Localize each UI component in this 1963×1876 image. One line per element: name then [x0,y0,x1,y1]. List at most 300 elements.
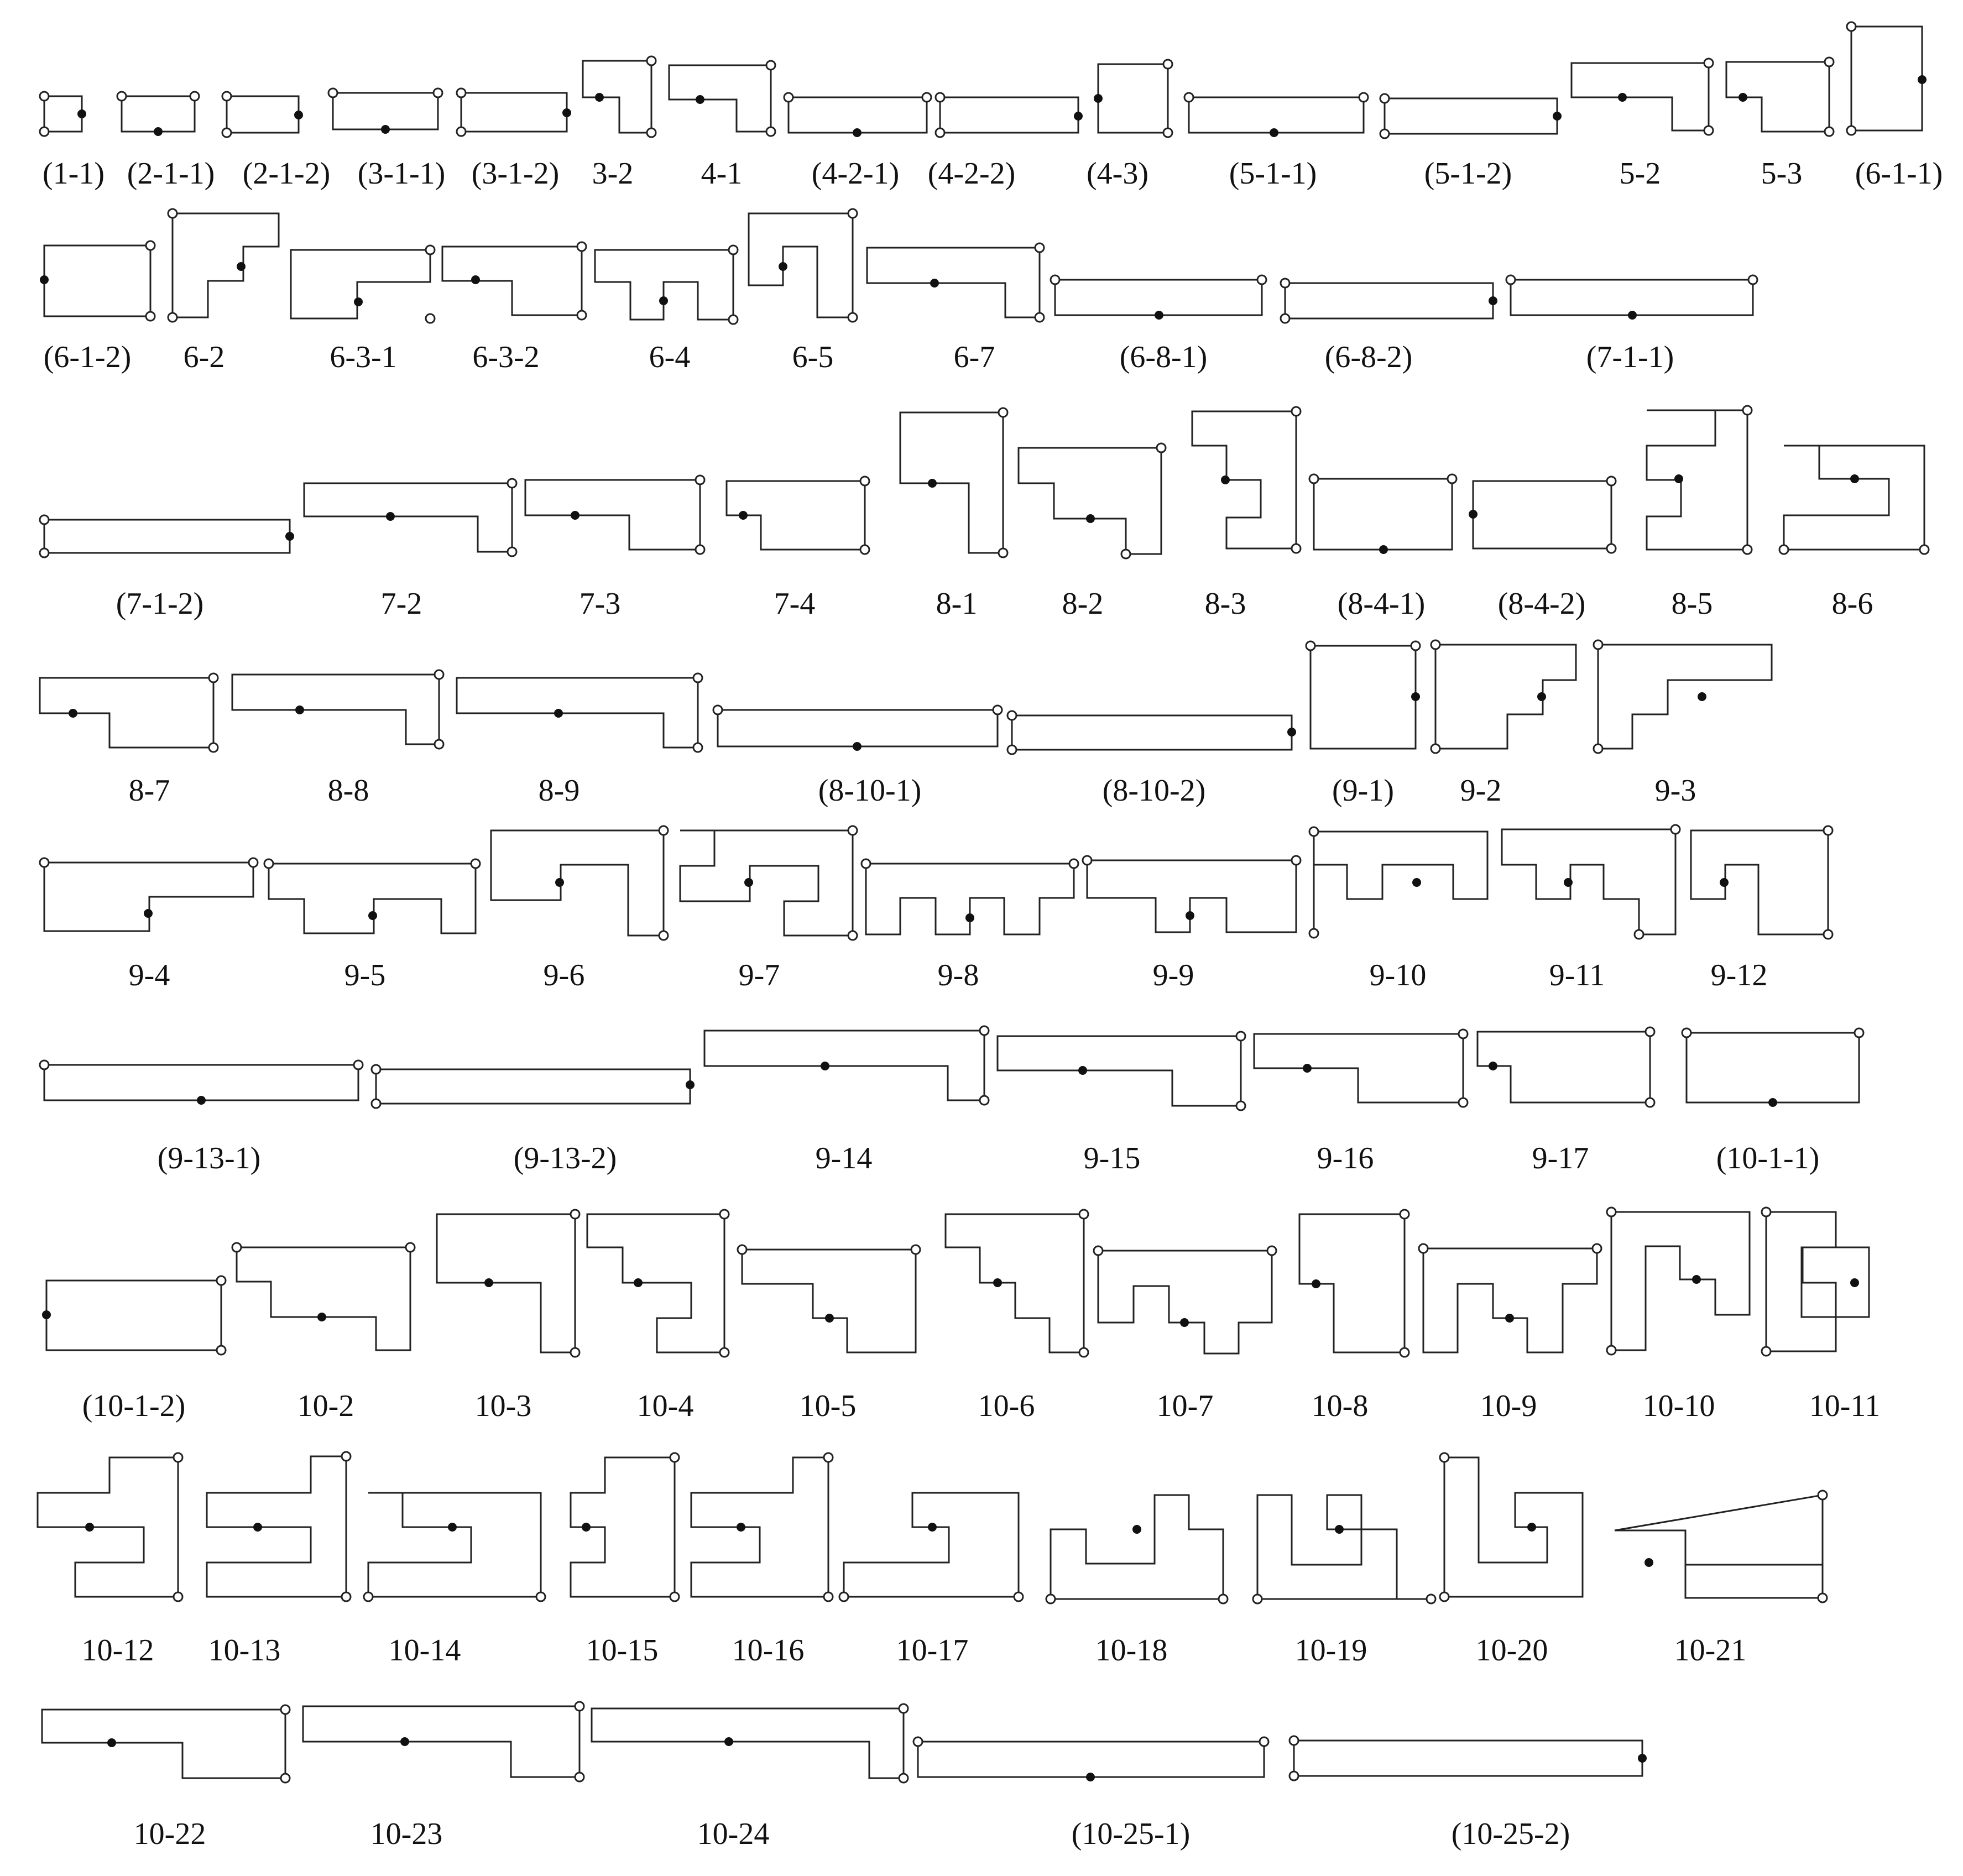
terminal-node [575,1702,584,1711]
polyomino-outline [789,97,927,133]
figure-label: 9-15 [1083,1141,1141,1175]
terminal-node [1825,58,1834,66]
figure-label: 10-23 [370,1817,443,1851]
site-dot [1720,878,1729,887]
site-dot [1078,1066,1087,1075]
site-dot [386,512,395,521]
figure-label: 9-6 [543,958,585,992]
polyomino-outline [1615,1495,1823,1598]
site-dot [853,128,862,137]
terminal-node [1847,126,1856,135]
terminal-node [1260,1737,1268,1746]
site-dot [1692,1275,1701,1284]
site-dot [448,1523,457,1532]
terminal-node [696,475,704,484]
figure-label: 7-2 [380,587,422,621]
polyomino-outline [1087,860,1296,932]
terminal-node [720,1348,729,1357]
site-dot [1537,692,1546,701]
terminal-node [1847,22,1856,31]
terminal-node [1007,745,1016,754]
site-dot [739,511,748,520]
site-dot [659,296,668,305]
terminal-node [1635,930,1643,939]
polyomino-outline [173,213,279,317]
terminal-node [1069,859,1078,868]
terminal-node [999,408,1007,417]
figure-label: 8-3 [1204,587,1246,621]
site-dot [1850,1278,1859,1287]
site-dot [1287,728,1296,736]
figure-label: (3-1-2) [471,156,560,191]
polyomino-outline [44,1065,358,1100]
terminal-node [1121,550,1130,558]
terminal-node [264,859,273,868]
terminal-node [1431,640,1440,649]
terminal-node [1762,1208,1771,1216]
figure-label: 10-4 [636,1389,694,1423]
site-dot [779,262,787,271]
figure-label: 10-20 [1475,1633,1548,1668]
figure-label: 8-7 [128,774,170,808]
terminal-node [364,1592,373,1601]
polyomino-outline [269,864,476,933]
terminal-node [999,548,1007,557]
site-dot [1738,93,1747,102]
terminal-node [848,931,857,940]
terminal-node [342,1592,351,1601]
figure-label: 6-5 [792,340,834,374]
terminal-node [670,1592,679,1601]
figure-label: (7-1-2) [116,587,204,621]
terminal-node [1309,929,1318,938]
terminal-node [40,858,49,867]
terminal-node [848,209,857,218]
polyomino-outline [40,678,213,748]
polyomino-outline [1257,1495,1431,1599]
terminal-node [328,88,337,97]
polyomino-outline [1019,448,1161,554]
terminal-node [40,127,49,136]
polyomino-outline [1012,715,1292,750]
figure-label: (8-4-1) [1337,587,1426,621]
site-dot [724,1737,733,1746]
polyomino-outline [946,1214,1084,1352]
polyomino-outline [940,97,1078,133]
terminal-node [1440,1453,1449,1462]
polyomino-outline [1435,645,1576,749]
figure-label: 10-18 [1095,1633,1168,1668]
site-dot [1180,1318,1189,1327]
polyomino-outline [42,1710,285,1778]
figure-label: 9-4 [128,958,170,992]
terminal-node [980,1096,989,1105]
terminal-node [1035,313,1044,322]
terminal-node [1267,1246,1276,1255]
terminal-node [784,93,793,102]
polyomino-outline [749,213,853,317]
figure-label: 10-14 [388,1633,461,1668]
site-dot [1489,1062,1497,1070]
terminal-node [1184,93,1193,102]
site-dot [144,909,153,918]
figure-label: (5-1-1) [1229,156,1317,191]
polyomino-outline [46,1281,221,1350]
terminal-node [848,826,857,835]
terminal-node [824,1453,833,1462]
terminal-node [1281,279,1289,288]
terminal-node [993,706,1002,714]
site-dot [634,1278,643,1287]
terminal-node [696,545,704,554]
terminal-node [713,706,722,714]
terminal-node [1704,126,1713,135]
terminal-node [922,93,931,102]
polyomino-outline [44,96,82,132]
polyomino-outline [1098,1251,1272,1354]
figure-label: 5-2 [1619,156,1661,191]
figure-label: (7-1-1) [1586,340,1674,374]
polyomino-outline [227,96,299,133]
site-dot [1086,1773,1095,1781]
terminal-node [1855,1028,1863,1037]
terminal-node [1448,474,1456,483]
site-dot [400,1737,409,1746]
terminal-node [693,743,702,752]
polyomino-outline [368,1493,541,1597]
polyomino-outline [1784,446,1924,550]
site-dot [993,1278,1002,1287]
site-dot [1553,112,1562,121]
figure-label: 10-16 [732,1633,805,1668]
polyomino-outline [291,250,430,318]
figure-label: (8-10-1) [818,774,922,808]
terminal-node [1380,129,1389,138]
site-dot [744,878,753,887]
figure-label: (6-8-1) [1119,340,1208,374]
terminal-node [1007,711,1016,720]
terminal-node [1236,1101,1245,1110]
figure-label: 10-5 [799,1389,857,1423]
figure-label: 10-17 [896,1633,969,1668]
terminal-node [659,826,668,835]
terminal-node [1094,1246,1103,1255]
site-dot [1489,296,1497,305]
polyomino-outline [442,247,582,315]
terminal-node [1281,314,1289,323]
terminal-node [911,1245,920,1254]
terminal-node [1289,1772,1298,1780]
figure-label: (10-25-2) [1451,1817,1570,1851]
terminal-node [40,515,49,524]
site-dot [1379,545,1388,554]
polyomino-outline [1502,829,1675,934]
polyomino-outline [237,1247,410,1350]
terminal-node [1818,1491,1827,1499]
terminal-node [1762,1347,1771,1356]
site-dot [317,1313,326,1321]
polyomino-outline [1189,97,1364,133]
site-dot [484,1278,493,1287]
site-dot [1768,1098,1777,1107]
site-dot [686,1080,695,1089]
terminal-node [659,931,668,940]
terminal-node [1292,856,1301,865]
figure-label: 9-11 [1549,958,1605,992]
site-dot [821,1062,829,1070]
terminal-node [729,315,738,324]
terminal-node [1594,744,1602,753]
polyomino-outline [1311,646,1416,749]
polyomino-outline [1478,1032,1650,1102]
figure-label: 4-1 [701,156,743,191]
terminal-node [571,1348,579,1357]
site-dot [237,262,246,271]
terminal-node [1704,59,1713,67]
terminal-node [670,1453,679,1462]
site-dot [1527,1523,1536,1532]
terminal-node [217,1276,226,1285]
polyomino-outline [1647,410,1747,550]
terminal-node [1253,1595,1262,1603]
terminal-node [720,1210,729,1219]
terminal-node [1920,545,1929,554]
site-dot [554,709,563,718]
terminal-node [1825,127,1834,136]
polyomino-outline [742,1250,916,1352]
figure-label: (8-4-2) [1497,587,1586,621]
terminal-node [1079,1210,1088,1219]
terminal-node [168,209,177,218]
site-dot [1074,112,1083,121]
terminal-node [1035,243,1044,252]
polyomino-outline [1511,280,1753,315]
terminal-node [766,127,775,136]
polyomino-outline [1423,1248,1597,1352]
terminal-node [848,313,857,322]
site-dot [154,127,163,136]
site-dot [285,532,294,541]
terminal-node [1682,1028,1691,1037]
terminal-node [508,547,516,556]
polyomino-outline [1851,27,1922,130]
site-dot [853,742,862,751]
site-dot [1186,911,1194,920]
figure-label: 10-2 [297,1389,354,1423]
figure-label: 7-4 [774,587,816,621]
terminal-node [1163,128,1172,137]
terminal-node [936,93,944,102]
terminal-node [1411,641,1420,650]
terminal-node [860,545,869,554]
site-dot [40,275,49,284]
figure-label: 10-22 [133,1817,206,1851]
polyomino-outline [44,520,290,553]
figure-label: 6-3-1 [330,340,397,374]
polyomino-outline [1473,481,1611,548]
polyomino-outline [1051,1495,1223,1599]
terminal-node [1309,474,1318,483]
polyomino-outline [44,863,253,931]
terminal-node [571,1210,579,1219]
figure-label: (5-1-2) [1424,156,1512,191]
site-dot [197,1096,206,1105]
site-dot [737,1523,745,1532]
site-dot [1411,692,1420,701]
figure-label: 10-15 [586,1633,659,1668]
polyomino-outline [1192,411,1296,548]
terminal-node [1743,545,1752,554]
polyomino-outline [718,710,998,746]
site-dot [354,297,363,306]
site-dot [1155,311,1163,320]
site-dot [294,111,303,119]
figure-label: 9-10 [1369,958,1427,992]
terminal-node [40,1060,49,1069]
terminal-node [862,859,870,868]
terminal-node [1419,1244,1428,1253]
terminal-node [1306,641,1315,650]
terminal-node [1824,826,1833,835]
terminal-node [426,314,435,323]
polyomino-outline [304,483,512,552]
figure-label: 8-6 [1831,587,1873,621]
terminal-node [40,92,49,101]
terminal-node [508,479,516,488]
polyomino-outline [1254,1034,1463,1102]
polyomino-outline [437,1214,575,1352]
terminal-node [1083,856,1092,865]
terminal-node [1309,827,1318,836]
figure-label: 6-2 [183,340,225,374]
site-dot [253,1523,262,1532]
polyomino-outline [1314,832,1487,933]
terminal-node [1046,1595,1055,1603]
polyomino-outline [867,248,1040,317]
site-dot [595,93,604,102]
polyomino-outline [491,830,664,936]
figure-label: 9-12 [1710,958,1768,992]
terminal-node [174,1453,182,1462]
terminal-node [899,1704,908,1713]
site-dot [1618,93,1627,102]
terminal-node [1440,1592,1449,1601]
polyomino-outline [333,93,438,129]
figure-label: 9-5 [344,958,386,992]
terminal-node [1594,640,1602,649]
terminal-node [1359,93,1368,102]
figure-label: (10-25-1) [1071,1817,1191,1851]
polyomino-outline [866,864,1074,934]
terminal-node [1824,930,1833,939]
site-dot [1221,475,1230,484]
site-dot [1638,1754,1647,1763]
terminal-node [40,548,49,557]
terminal-node [434,88,442,97]
site-dot [1698,692,1706,701]
shapes-layer [38,22,1929,1783]
site-dot [562,108,571,117]
polyomino-outline [1598,645,1772,749]
figure-label: (9-13-2) [513,1141,617,1175]
polyomino-outline [1691,830,1828,934]
terminal-node [647,56,656,65]
figure-label: (9-1) [1332,774,1394,808]
terminal-node [1236,1032,1245,1041]
polyomino-outline [918,1742,1264,1777]
site-dot [1469,510,1478,519]
figure-label: 10-10 [1642,1389,1715,1423]
site-dot [930,279,939,288]
figure-label: 10-6 [978,1389,1035,1423]
polyomino-outline [525,480,700,550]
polyomino-outline [1444,1457,1583,1597]
figure-label: (4-2-1) [811,156,900,191]
site-dot [1644,1558,1653,1567]
terminal-node [1743,406,1752,415]
site-dot [368,911,377,920]
polyomino-outline [704,1031,984,1100]
figure-label: 10-11 [1809,1389,1881,1423]
polyomino-outline [207,1456,346,1597]
terminal-node [1427,1595,1435,1603]
polyomino-outline [1314,479,1452,550]
figure-label: 10-8 [1311,1389,1369,1423]
terminal-node [1607,477,1616,485]
polyomino-outline [1385,98,1557,134]
figure-label: 10-21 [1674,1633,1747,1668]
terminal-node [647,128,656,137]
terminal-node [435,740,443,749]
site-dot [295,706,304,714]
site-dot [928,1523,937,1532]
polyomino-outline [122,96,195,132]
figure-label: 3-2 [592,156,634,191]
terminal-node [1079,1348,1088,1357]
figure-label: 10-7 [1156,1389,1214,1423]
polyomino-outline [1294,1741,1642,1776]
terminal-node [1292,407,1301,416]
site-dot [582,1523,591,1532]
site-dot [555,878,564,887]
terminal-node [249,858,258,867]
figure-label: 10-9 [1480,1389,1537,1423]
site-dot [1505,1314,1514,1323]
figure-label: 8-2 [1062,587,1104,621]
polyomino-outline [844,1493,1019,1597]
terminal-node [471,859,480,868]
terminal-node [1779,545,1788,554]
terminal-node [1607,544,1616,553]
terminal-node [1219,1595,1228,1603]
site-dot [928,479,937,488]
site-dot [1628,311,1637,320]
terminal-node [1818,1593,1827,1602]
terminal-node [1646,1098,1654,1107]
terminal-node [222,92,231,101]
polyomino-outline [691,1457,828,1597]
polyomino-outline [232,675,439,744]
terminal-node [693,673,702,682]
terminal-node [1400,1348,1409,1357]
terminal-node [457,127,466,136]
terminal-node [729,245,738,254]
terminal-node [1289,1736,1298,1745]
figure-label: 8-8 [327,774,369,808]
terminal-node [839,1592,848,1601]
polyomino-outline [1098,64,1168,133]
terminal-node [435,670,443,679]
